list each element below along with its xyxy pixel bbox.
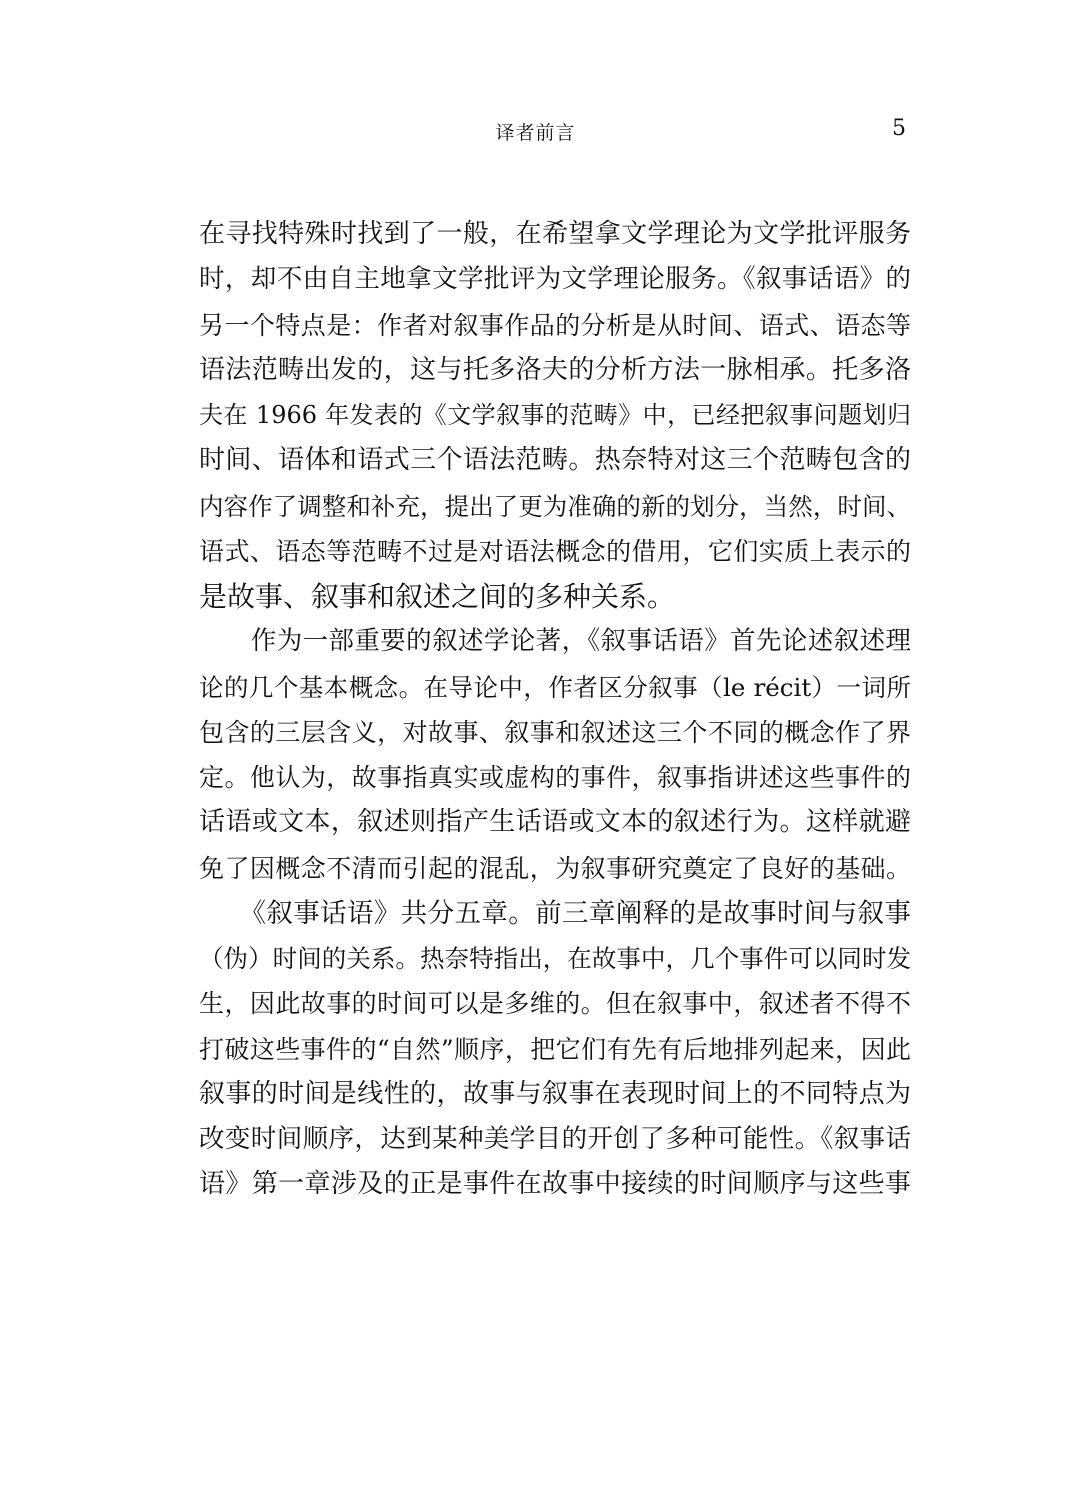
text-line: 在寻找特殊时找到了一般，在希望拿文学理论为文学批评服务	[199, 219, 911, 249]
text-line: 改变时间顺序，达到某种美学目的开创了多种可能性。《叙事话	[199, 1124, 911, 1154]
text-line: 包含的三层含义，对故事、叙事和叙述这三个不同的概念作了界	[199, 717, 911, 747]
text-line: 是故事、叙事和叙述之间的多种关系。	[199, 580, 676, 613]
text-line: （伪）时间的关系。热奈特指出，在故事中，几个事件可以同时发	[199, 944, 911, 973]
text-line: 语式、语态等范畴不过是对语法概念的借用，它们实质上表示的	[199, 536, 911, 566]
text-line: 论的几个基本概念。在导论中，作者区分叙事（le récit）一词所	[199, 672, 911, 702]
text-line: 语》第一章涉及的正是事件在故事中接续的时间顺序与这些事	[199, 1169, 911, 1200]
text-line: 生，因此故事的时间可以是多维的。但在叙事中，叙述者不得不	[199, 989, 911, 1019]
text-line: 作为一部重要的叙述学论著，《叙事话语》首先论述叙述理	[199, 626, 911, 657]
text-line: 话语或文本，叙述则指产生话语或文本的叙述行为。这样就避	[199, 807, 911, 838]
text-line: 时间、语体和语式三个语法范畴。热奈特对这三个范畴包含的	[199, 445, 911, 476]
text-line: 另一个特点是：作者对叙事作品的分析是从时间、语式、语态等	[199, 310, 911, 340]
text-line: 内容作了调整和补充，提出了更为准确的新的划分，当然，时间、	[199, 491, 911, 521]
body-text	[199, 212, 911, 1208]
running-header-title: 译者前言	[495, 122, 576, 144]
page-number: 5	[892, 116, 906, 141]
text-line: 夫在 1966 年发表的《文学叙事的范畴》中，已经把叙事问题划归	[199, 401, 911, 429]
text-line: 语法范畴出发的，这与托多洛夫的分析方法一脉相承。托多洛	[199, 354, 911, 385]
text-line: 时，却不由自主地拿文学批评为文学理论服务。《叙事话语》的	[199, 264, 911, 295]
text-line: 叙事的时间是线性的，故事与叙事在表现时间上的不同特点为	[199, 1078, 911, 1109]
text-line: 免了因概念不清而引起的混乱，为叙事研究奠定了良好的基础。	[199, 853, 911, 883]
text-line: 打破这些事件的“自然”顺序，把它们有先有后地排列起来，因此	[199, 1034, 911, 1064]
text-line: 定。他认为，故事指真实或虚构的事件，叙事指讲述这些事件的	[199, 763, 911, 792]
text-line: 《叙事话语》共分五章。前三章阐释的是故事时间与叙事	[199, 897, 911, 929]
